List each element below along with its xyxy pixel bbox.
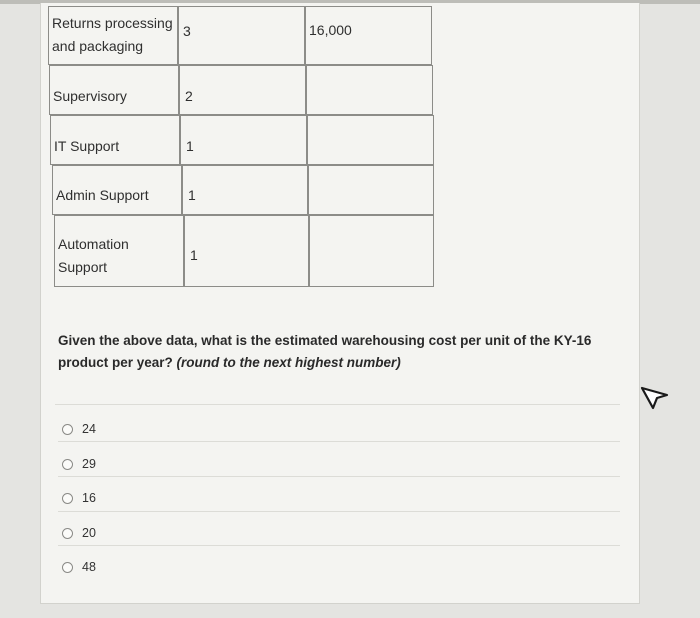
divider xyxy=(55,404,620,405)
activity-label: Automation Support xyxy=(58,236,129,275)
cost-value: 16,000 xyxy=(309,22,352,38)
radio-button[interactable] xyxy=(62,424,73,435)
table-row-supervisory-activity xyxy=(49,65,179,115)
option-label: 48 xyxy=(82,560,96,574)
activity-label: IT Support xyxy=(54,138,120,154)
table-row-automation-support-cost xyxy=(309,215,434,287)
table-row-it-support-activity xyxy=(50,115,180,165)
table-row-supervisory-cost xyxy=(306,65,433,115)
answer-option-1[interactable] xyxy=(62,419,96,439)
radio-button[interactable] xyxy=(62,528,73,539)
divider xyxy=(58,476,620,477)
count-value: 2 xyxy=(185,88,193,104)
question-body: Given the above data, what is the estimated warehousing cost per unit of the KY-16 product per year? xyxy=(58,333,592,370)
count-value: 3 xyxy=(183,23,191,39)
activity-label: Returns processing and packaging xyxy=(52,15,173,54)
table-row-automation-support-count xyxy=(184,215,309,287)
option-label: 24 xyxy=(82,422,96,436)
divider xyxy=(58,545,620,546)
activity-label: Supervisory xyxy=(53,88,127,104)
table-row-admin-support-activity xyxy=(52,165,182,215)
table-row-returns-activity xyxy=(48,6,178,65)
divider xyxy=(58,441,620,442)
activity-label: Admin Support xyxy=(56,187,149,203)
answer-option-2[interactable] xyxy=(62,454,96,474)
table-row-returns-count xyxy=(178,6,305,65)
answer-option-5[interactable] xyxy=(62,557,96,577)
count-value: 1 xyxy=(188,187,196,203)
option-label: 29 xyxy=(82,457,96,471)
radio-button[interactable] xyxy=(62,562,73,573)
divider xyxy=(58,511,620,512)
option-label: 16 xyxy=(82,491,96,505)
answer-option-3[interactable] xyxy=(62,488,96,508)
table-row-it-support-cost xyxy=(307,115,434,165)
question-note: (round to the next highest number) xyxy=(176,355,401,370)
count-value: 1 xyxy=(186,138,194,154)
table-row-returns-cost xyxy=(305,6,432,65)
radio-button[interactable] xyxy=(62,493,73,504)
table-row-admin-support-count xyxy=(182,165,308,215)
table-row-automation-support-activity xyxy=(54,215,184,287)
question-text xyxy=(58,330,618,374)
table-row-it-support-count xyxy=(180,115,307,165)
table-row-admin-support-cost xyxy=(308,165,434,215)
answer-option-4[interactable] xyxy=(62,523,96,543)
mouse-pointer-icon xyxy=(640,385,670,411)
count-value: 1 xyxy=(190,247,198,263)
option-label: 20 xyxy=(82,526,96,540)
radio-button[interactable] xyxy=(62,459,73,470)
table-row-supervisory-count xyxy=(179,65,306,115)
